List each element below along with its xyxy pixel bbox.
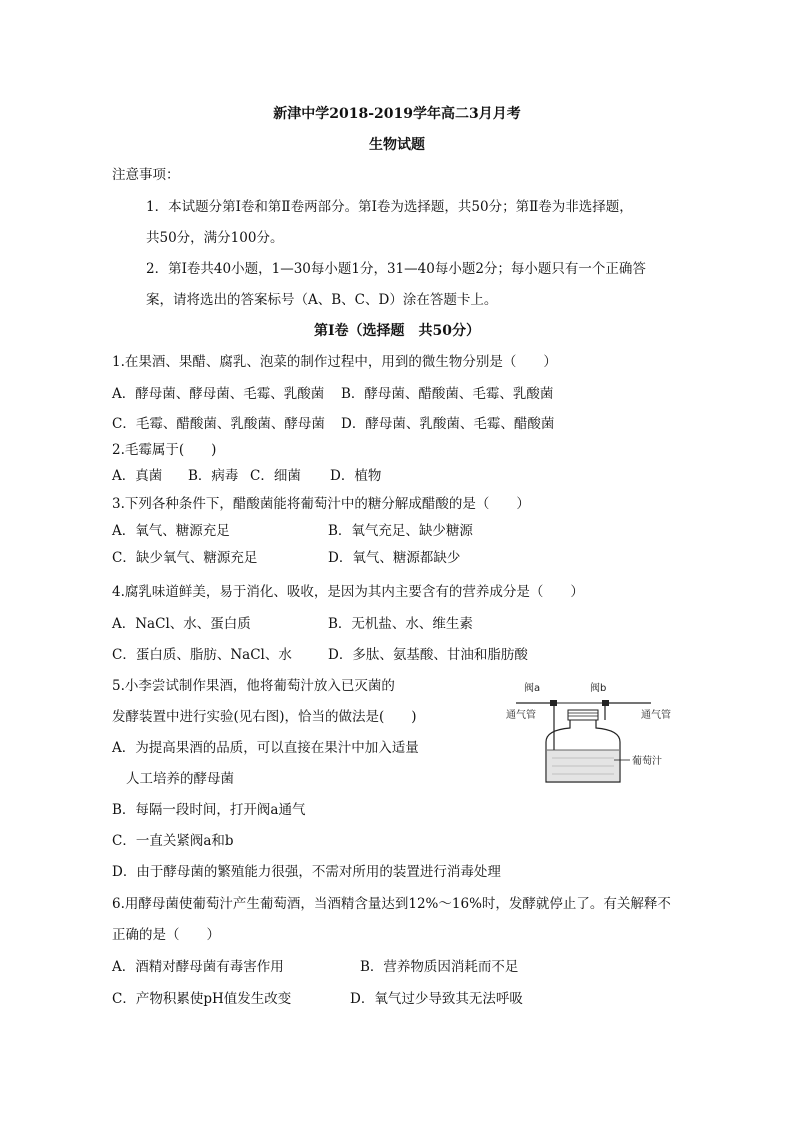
q6-stem-line-1: 6.用酵母菌使葡萄汁产生葡萄酒，当酒精含量达到12%～16%时，发酵就停止了。有关解释不 [112,896,671,912]
q2-option-c: C．细菌 [250,468,301,484]
q5-option-d: D．由于酵母菌的繁殖能力很强，不需对所用的装置进行消毒处理 [112,864,501,880]
q4-option-a: A．NaCl、水、蛋白质 [112,616,251,632]
q6-option-d: D．氧气过少导致其无法呼吸 [350,991,523,1007]
notes-heading: 注意事项： [112,167,180,183]
q5-stem-line-1: 5.小李尝试制作果酒，他将葡萄汁放入已灭菌的 [112,678,395,694]
subject-title: 生物试题 [369,137,425,153]
note-1-line-1: 1．本试题分第Ⅰ卷和第Ⅱ卷两部分。第Ⅰ卷为选择题，共50分；第Ⅱ卷为非选择题， [146,199,633,215]
note-2-line-1: 2．第Ⅰ卷共40小题，1—30每小题1分，31—40每小题2分；每小题只有一个正确答 [146,261,646,277]
pipe-left-label: 通气管 [506,710,536,721]
valve-b-icon [602,700,609,706]
q3-option-d: D．氧气、糖源都缺少 [328,550,461,566]
q3-stem: 3.下列各种条件下，醋酸菌能将葡萄汁中的糖分解成醋酸的是（ ） [112,496,530,512]
q1-stem: 1.在果酒、果醋、腐乳、泡菜的制作过程中，用到的微生物分别是（ ） [112,354,557,370]
q3-option-b: B．氧气充足、缺少糖源 [328,523,473,539]
pipe-right-label: 通气管 [641,710,671,721]
q1-option-a: A．酵母菌、酵母菌、毛霉、乳酸菌 [112,386,325,402]
note-2-line-2: 案，请将选出的答案标号（A、B、C、D）涂在答题卡上。 [146,292,498,308]
q1-option-c: C．毛霉、醋酸菌、乳酸菌、酵母菌 [112,416,325,432]
q3-option-c: C．缺少氧气、糖源充足 [112,550,258,566]
q6-option-b: B．营养物质因消耗而不足 [360,959,519,975]
q2-option-b: B．病毒 [188,468,239,484]
q4-option-d: D．多肽、氨基酸、甘油和脂肪酸 [328,647,528,663]
note-1-line-2: 共50分，满分100分。 [146,230,284,246]
valve-b-label: 阀b [590,683,607,694]
q4-stem: 4.腐乳味道鲜美，易于消化、吸收，是因为其内主要含有的营养成分是（ ） [112,584,584,600]
q6-option-a: A．酒精对酵母菌有毒害作用 [112,959,284,975]
fermentation-apparatus-figure [506,680,686,788]
q5-option-b: B．每隔一段时间，打开阀a通气 [112,802,306,818]
section-title: 第Ⅰ卷（选择题 共50分） [313,323,481,339]
q1-option-b: B．酵母菌、醋酸菌、毛霉、乳酸菌 [341,386,554,402]
q1-option-d: D．酵母菌、乳酸菌、毛霉、醋酸菌 [341,416,555,432]
q5-stem-line-2: 发酵装置中进行实验(见右图)，恰当的做法是( ) [112,709,417,725]
q6-stem-line-2: 正确的是（ ） [112,927,220,943]
q6-option-c: C．产物积累使pH值发生改变 [112,991,292,1007]
grape-juice-fill [547,750,619,781]
q3-option-a: A．氧气、糖源充足 [112,523,230,539]
q2-option-a: A．真菌 [112,468,163,484]
q4-option-b: B．无机盐、水、维生素 [328,616,473,632]
q5-option-c: C．一直关紧阀a和b [112,833,234,849]
exam-title: 新津中学2018-2019学年高二3月月考 [273,106,521,122]
q2-stem: 2.毛霉属于( ) [112,442,217,458]
grape-juice-label: 葡萄汁 [632,756,662,767]
valve-a-label: 阀a [524,683,541,694]
q2-option-d: D．植物 [330,468,382,484]
q4-option-c: C．蛋白质、脂肪、NaCl、水 [112,647,292,663]
q5-option-a-line-1: A．为提高果酒的品质，可以直接在果汁中加入适量 [112,740,419,756]
q5-option-a-line-2: 人工培养的酵母菌 [126,771,234,787]
